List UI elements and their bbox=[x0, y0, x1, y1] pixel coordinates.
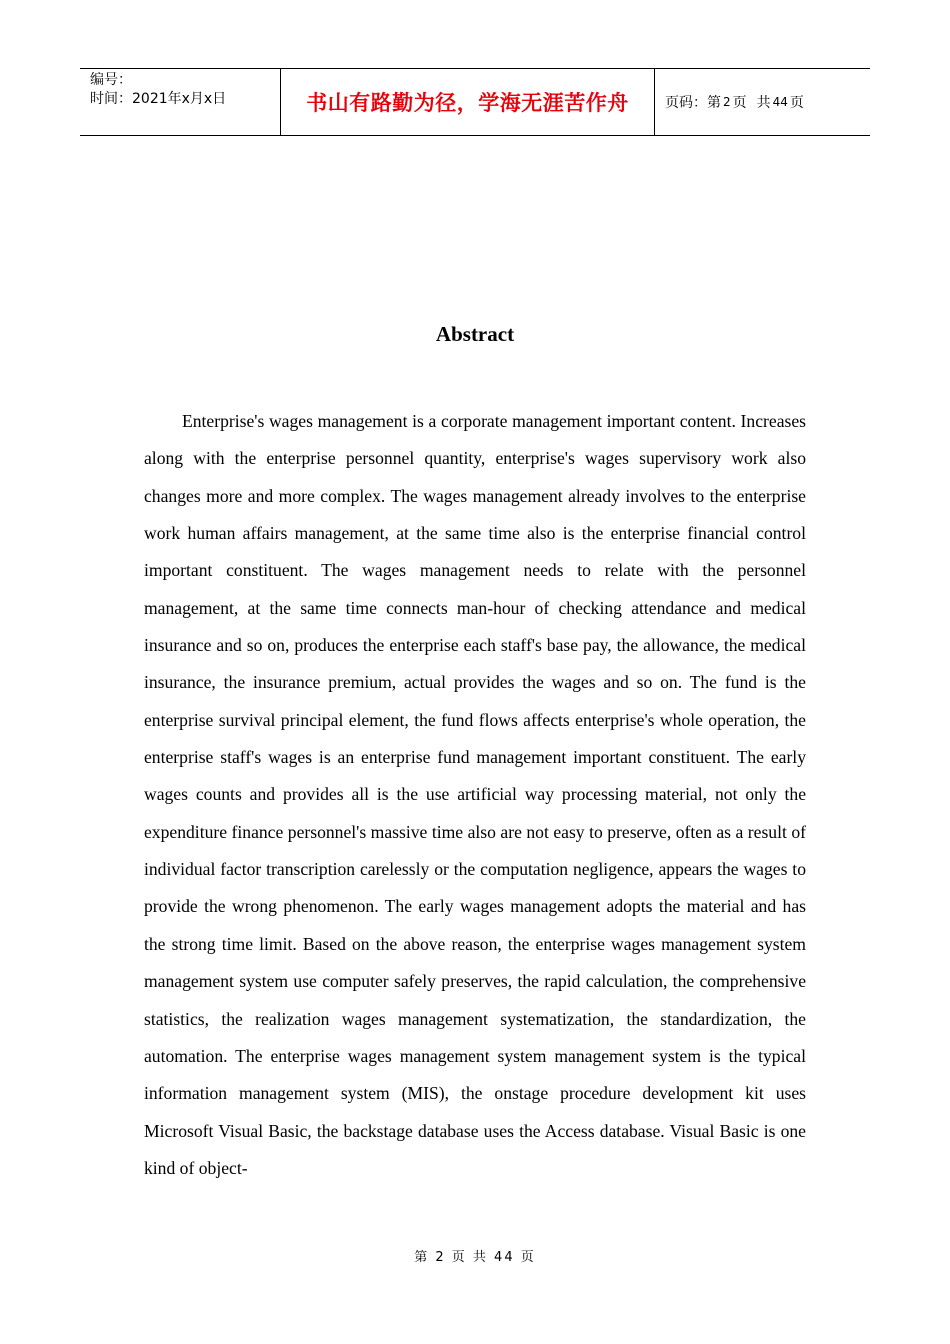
page-footer: 第 2 页 共 44 页 bbox=[414, 1250, 536, 1265]
abstract-paragraph: Enterprise's wages management is a corporate management important content. Increases along with the enterprise personnel quantity, enterprise's wages supervisory work also changes more and more complex. The wages management already involves to the enterprise work human affairs management, at the same time also is the enterprise financial control important constituent. The wages management needs to relate with the personnel management, at the same time connects man-hour of checking attendance and medical insurance and so on, produces the enterprise each staff's base pay, the allowance, the medical insurance, the insurance premium, actual provides the wages and so on. The fund is the enterprise survival principal element, the fund flows affects enterprise's whole operation, the enterprise staff's wages is an enterprise fund management important constituent. The early wages counts and provides all is the use artificial way processing material, not only the expenditure finance personnel's massive time also are not easy to preserve, often as a result of individual factor transcription carelessly or the computation negligence, appears the wages to provide the wrong phenomenon. The early wages management adopts the material and has the strong time limit. Based on the above reason, the enterprise wages management system management system use computer safely preserves, the rapid calculation, the comprehensive statistics, the realization wages management systematization, the standardization, the automation. The enterprise wages management system management system is the typical information management system (MIS), the onstage procedure development kit uses Microsoft Visual Basic, the backstage database uses the Access database. Visual Basic is one kind of object- bbox=[144, 411, 806, 1178]
page-current: 2 bbox=[723, 95, 731, 109]
header-motto: 书山有路勤为径，学海无涯苦作舟 bbox=[306, 91, 629, 115]
page-total-prefix: 共 bbox=[756, 95, 771, 111]
header-page-cell bbox=[655, 69, 870, 135]
page-unit: 页 bbox=[732, 95, 747, 111]
page-total: 44 bbox=[772, 95, 788, 109]
page-header bbox=[80, 68, 870, 136]
page-label-prefix: 页码：第 bbox=[665, 95, 721, 111]
header-motto-cell bbox=[281, 69, 655, 135]
document-title: Abstract bbox=[435, 322, 515, 346]
document-number-label: 编号： bbox=[90, 72, 132, 88]
page-total-suffix: 页 bbox=[789, 95, 804, 111]
header-meta-cell bbox=[80, 69, 281, 135]
document-time-label: 时间：2021年x月x日 bbox=[90, 91, 227, 107]
